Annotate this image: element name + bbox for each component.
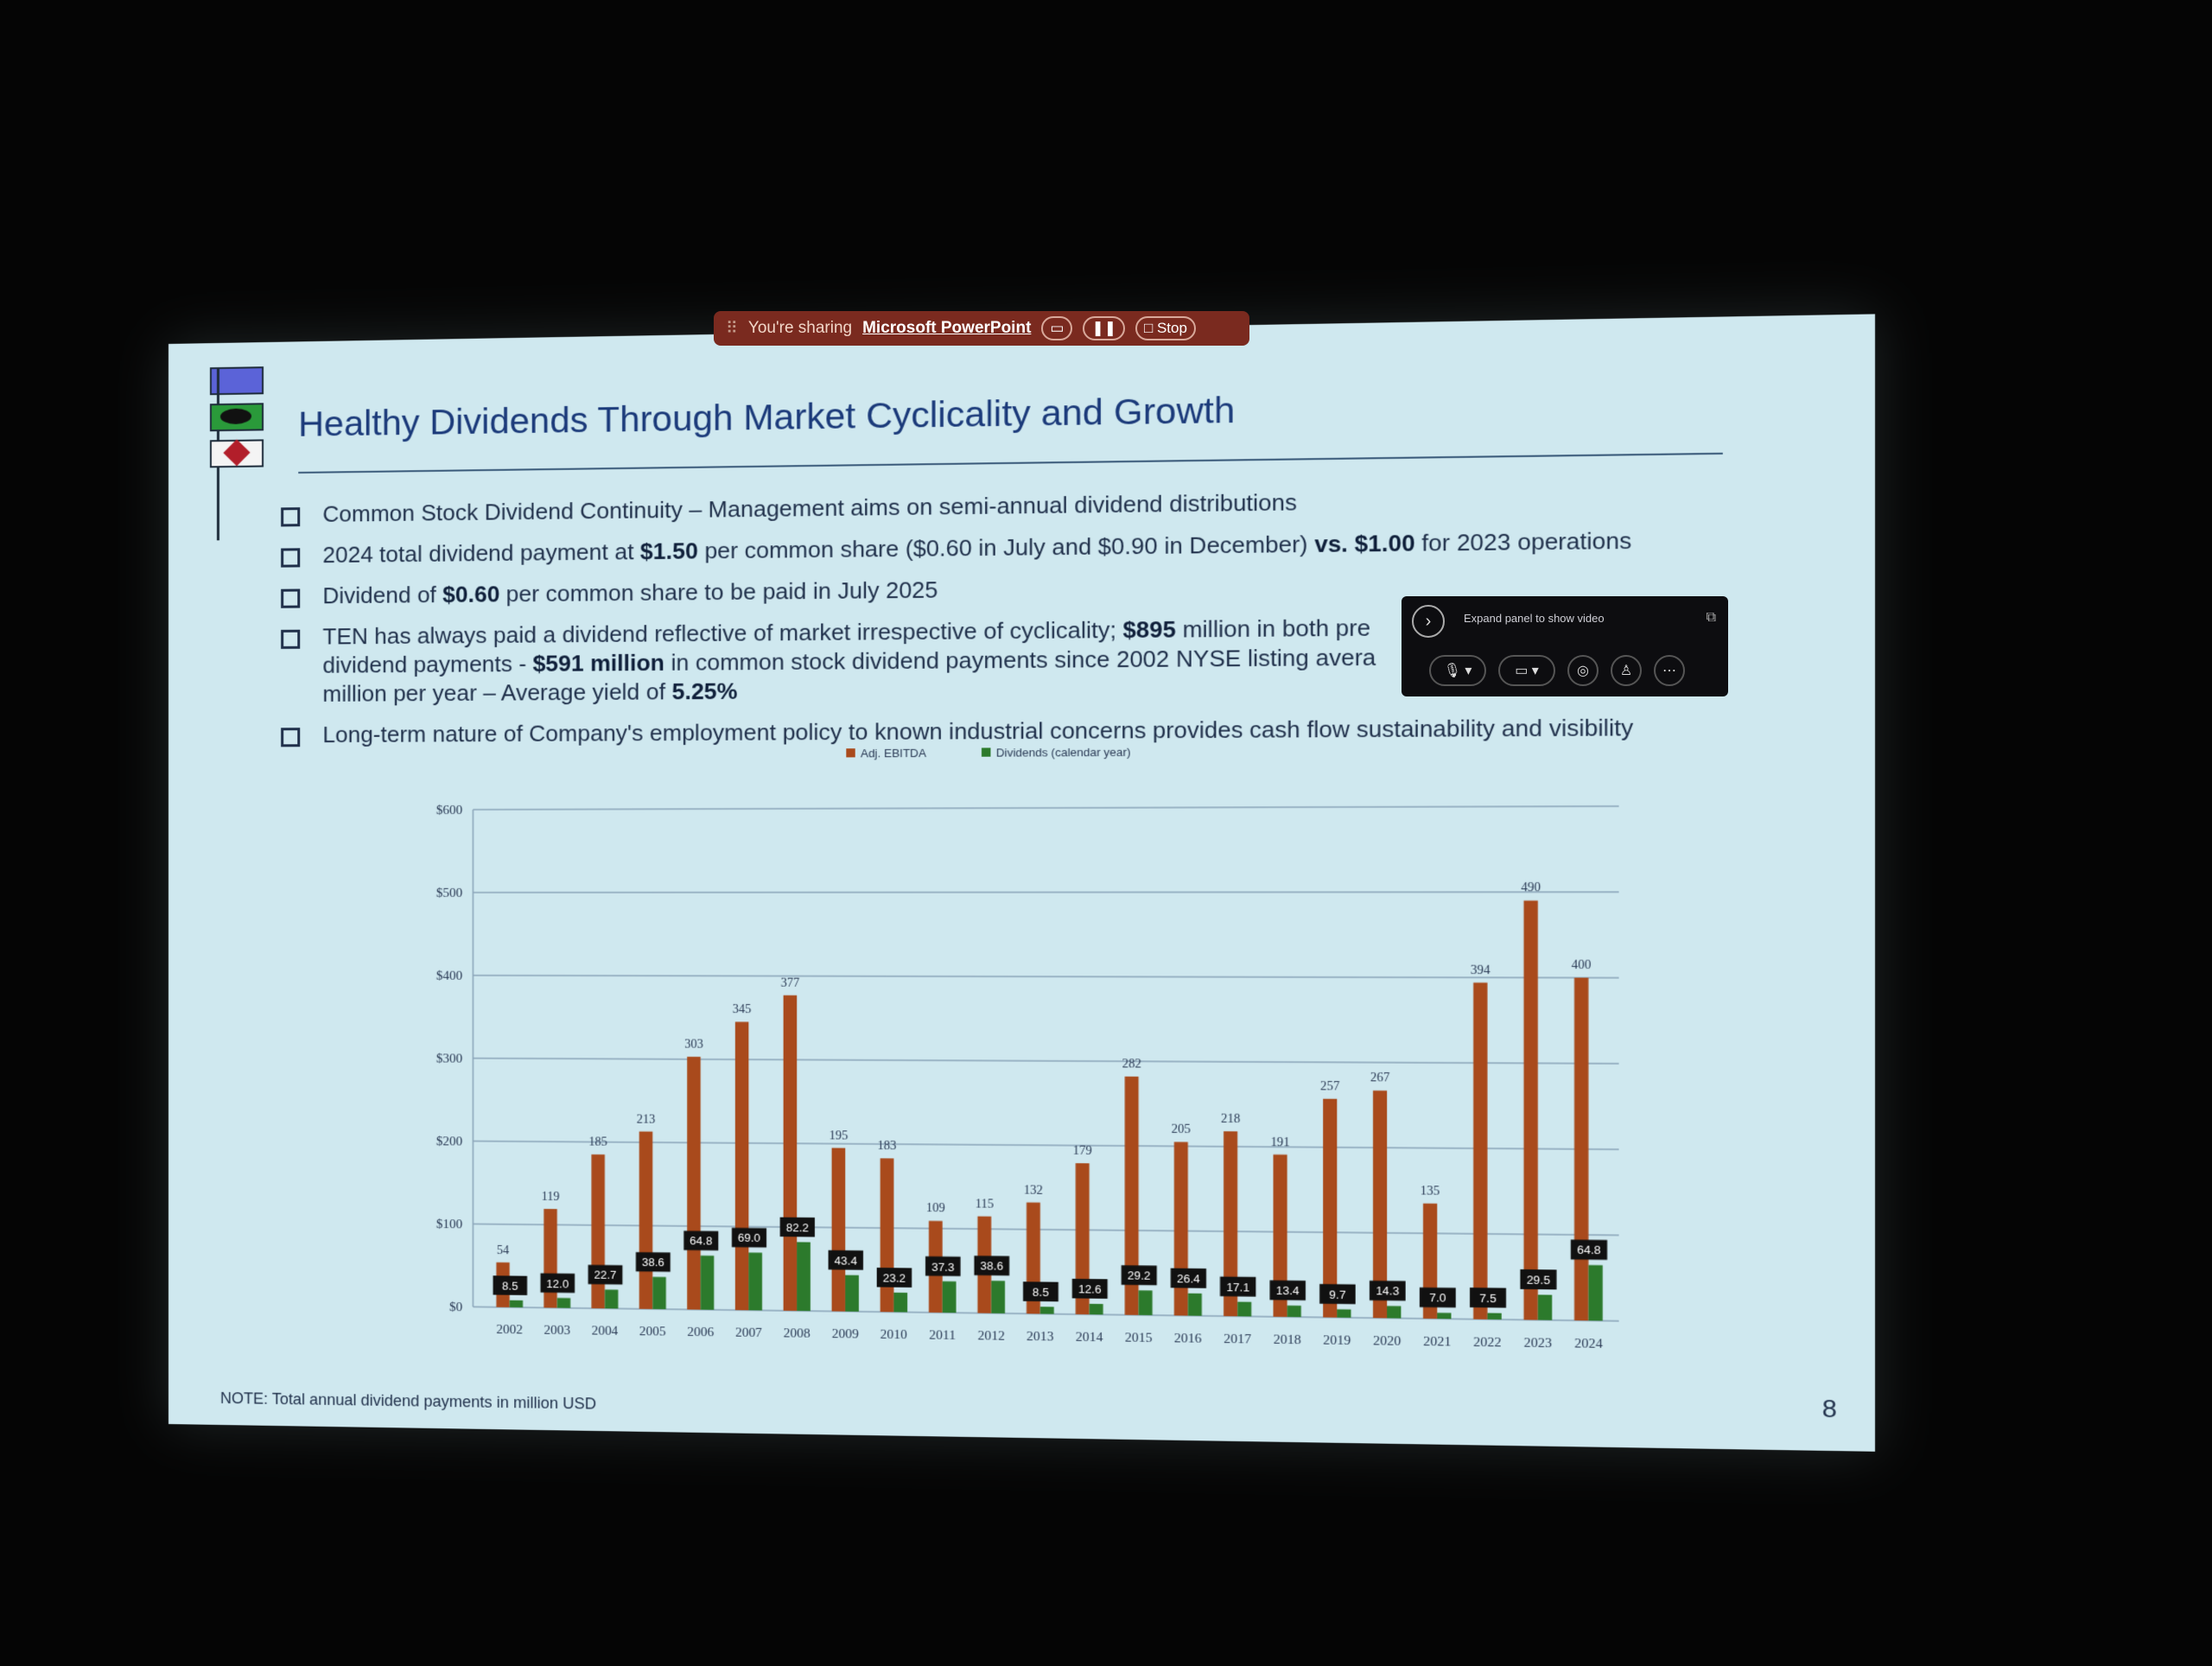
- gridline: [473, 892, 1618, 893]
- bullet-text: in common stock dividend payments since 2002 NYSE listing avera: [664, 644, 1376, 676]
- x-tick-label: 2024: [1574, 1336, 1603, 1352]
- dividend-bar: [557, 1298, 570, 1308]
- dividend-bar: [1337, 1309, 1351, 1318]
- flag-white-stripe: [210, 439, 264, 467]
- presentation-slide: [168, 314, 1875, 1451]
- dividend-bar: [1188, 1294, 1202, 1316]
- title-divider: [298, 453, 1723, 474]
- gridline: [473, 806, 1618, 810]
- dividend-bar: [991, 1281, 1005, 1313]
- pause-share-button[interactable]: [1083, 316, 1125, 340]
- dividend-data-label: 82.2: [785, 1220, 809, 1235]
- chart-container: [385, 734, 1637, 1384]
- ebitda-data-label: 54: [496, 1243, 510, 1257]
- bullet-text: for 2023 operations: [1414, 526, 1632, 556]
- ebitda-bar: [639, 1131, 653, 1309]
- ebitda-data-label: 179: [1072, 1144, 1092, 1159]
- x-tick-label: 2014: [1075, 1330, 1103, 1345]
- dividend-data-label: 38.6: [641, 1256, 664, 1269]
- ebitda-bar: [1473, 982, 1487, 1319]
- dividend-bar: [1237, 1302, 1251, 1317]
- bullet-text: Long-term nature of Company's employment policy to known industrial concerns provides cash flow sustainability and visibility: [322, 714, 1634, 748]
- bullet-emphasis: vs. $1.00: [1314, 529, 1415, 558]
- dividend-bar: [1437, 1313, 1451, 1319]
- ebitda-data-label: 394: [1470, 963, 1491, 977]
- x-tick-label: 2023: [1523, 1336, 1553, 1351]
- share-control-button[interactable]: [1041, 316, 1072, 340]
- dividend-data-label: 29.5: [1526, 1273, 1551, 1288]
- company-logo: [210, 366, 265, 476]
- dividend-bar: [1538, 1294, 1552, 1319]
- drag-handle-icon[interactable]: ⠿: [726, 319, 738, 338]
- bullet-emphasis: $895: [1122, 615, 1176, 644]
- share-screen-icon: ◎: [1577, 664, 1589, 678]
- ebitda-bar: [543, 1209, 556, 1308]
- dividend-data-label: 17.1: [1226, 1280, 1250, 1294]
- screen-share-bar: [714, 311, 1249, 346]
- x-tick-label: 2010: [880, 1327, 908, 1343]
- pause-icon: ❚❚: [1091, 320, 1116, 336]
- dividend-bar: [510, 1300, 523, 1307]
- dividend-bar: [1040, 1307, 1054, 1313]
- microphone-button[interactable]: [1429, 655, 1486, 686]
- ebitda-data-label: 119: [541, 1190, 560, 1205]
- ebitda-bar: [1523, 900, 1537, 1319]
- ebitda-bar: [832, 1148, 846, 1311]
- x-tick-label: 2006: [687, 1325, 715, 1340]
- dividend-bar: [943, 1281, 957, 1313]
- y-tick-label: $600: [435, 803, 463, 818]
- x-tick-label: 2005: [639, 1324, 666, 1339]
- ebitda-bar: [735, 1022, 749, 1311]
- x-tick-label: 2009: [831, 1326, 859, 1342]
- x-tick-label: 2011: [929, 1328, 957, 1344]
- ebitda-bar: [1174, 1142, 1188, 1316]
- flag-green-stripe: [210, 403, 264, 431]
- ebitda-data-label: 115: [975, 1198, 995, 1211]
- bullet-item: [281, 525, 1770, 570]
- dividend-data-label: 64.8: [690, 1234, 713, 1249]
- ebitda-bar: [687, 1057, 701, 1310]
- dividend-bar: [797, 1242, 810, 1311]
- dividend-data-label: 29.2: [1127, 1269, 1151, 1283]
- dividend-bar: [1139, 1290, 1153, 1315]
- meeting-mini-panel: [1402, 596, 1728, 696]
- footnote: NOTE: Total annual dividend payments in million USD: [219, 1389, 597, 1413]
- x-tick-label: 2018: [1273, 1332, 1301, 1348]
- dividend-bar: [845, 1275, 859, 1312]
- y-tick-label: $100: [435, 1217, 463, 1232]
- legend-label: Dividends (calendar year): [995, 745, 1131, 760]
- bullet-text: per common share to be paid in July 2025: [499, 576, 938, 607]
- ebitda-data-label: 377: [780, 976, 800, 990]
- dividend-data-label: 7.0: [1429, 1291, 1446, 1305]
- ebitda-data-label: 345: [732, 1003, 752, 1017]
- dividend-data-label: 43.4: [834, 1253, 857, 1268]
- dividend-bar: [748, 1253, 762, 1311]
- dividend-data-label: 12.6: [1077, 1282, 1102, 1296]
- bullet-text: per common share ($0.60 in July and $0.90 in December): [697, 531, 1315, 564]
- dividend-bar: [1487, 1313, 1501, 1319]
- ebitda-data-label: 267: [1370, 1071, 1390, 1085]
- ebitda-data-label: 195: [829, 1129, 849, 1143]
- x-tick-label: 2012: [977, 1329, 1005, 1344]
- ebitda-data-label: 185: [588, 1135, 607, 1150]
- gridline: [473, 1059, 1618, 1064]
- dividend-bar: [701, 1256, 715, 1310]
- bullet-text: million per year – Average yield of: [322, 677, 672, 707]
- ebitda-data-label: 282: [1122, 1058, 1141, 1071]
- dividend-data-label: 23.2: [882, 1271, 906, 1285]
- more-options-button[interactable]: [1654, 655, 1685, 686]
- x-tick-label: 2007: [734, 1326, 762, 1341]
- dividend-data-label: 37.3: [931, 1260, 955, 1274]
- ebitda-data-label: 183: [877, 1139, 897, 1154]
- x-tick-label: 2017: [1224, 1332, 1252, 1347]
- x-tick-label: 2003: [543, 1323, 571, 1339]
- dividend-data-label: 26.4: [1176, 1271, 1200, 1286]
- bullet-item: [281, 482, 1770, 530]
- ebitda-data-label: 400: [1571, 958, 1592, 973]
- bullet-text: 2024 total dividend payment at: [322, 537, 640, 569]
- ebitda-bar: [784, 995, 798, 1311]
- sharing-label: You're sharing: [747, 319, 853, 337]
- legend-label: Adj. EBITDA: [860, 746, 926, 760]
- ebitda-bar: [591, 1154, 604, 1308]
- x-tick-label: 2008: [783, 1326, 810, 1341]
- popout-icon[interactable]: ⧉: [1706, 610, 1716, 625]
- dividend-data-label: 69.0: [737, 1230, 761, 1245]
- dividend-data-label: 64.8: [1577, 1243, 1601, 1257]
- x-tick-label: 2019: [1323, 1333, 1351, 1349]
- dividend-data-label: 38.6: [980, 1259, 1004, 1274]
- expand-panel-hint: Expand panel to show video: [1464, 612, 1605, 625]
- stop-icon: □: [1143, 320, 1157, 336]
- bullet-text: dividend payments -: [322, 650, 533, 678]
- camera-icon: ▭ ▾: [1515, 664, 1539, 678]
- dividend-data-label: 22.7: [594, 1268, 617, 1282]
- ebitda-data-label: 109: [925, 1202, 945, 1216]
- dividend-bar: [1090, 1304, 1103, 1315]
- bullet-emphasis: 5.25%: [671, 677, 738, 705]
- legend-swatch: [846, 748, 855, 757]
- dividend-data-label: 14.3: [1376, 1284, 1400, 1299]
- dividend-data-label: 9.7: [1329, 1288, 1346, 1301]
- ebitda-data-label: 213: [636, 1113, 656, 1127]
- x-tick-label: 2016: [1173, 1331, 1202, 1346]
- stop-label: Stop: [1156, 320, 1187, 336]
- bullet-text: Common Stock Dividend Continuity – Management aims on semi-annual dividend distributions: [322, 488, 1298, 527]
- ebitda-dividends-bar-chart: [385, 734, 1637, 1384]
- microphone-icon: 🎙︎ ▾: [1443, 664, 1472, 678]
- ebitda-data-label: 257: [1320, 1079, 1340, 1094]
- y-tick-label: $300: [435, 1052, 463, 1066]
- bullet-text: TEN has always paid a dividend reflective of market irrespective of cyclicality;: [322, 616, 1123, 650]
- ebitda-data-label: 490: [1521, 881, 1541, 895]
- dividend-data-label: 12.0: [546, 1276, 569, 1291]
- dividend-data-label: 8.5: [1032, 1285, 1049, 1300]
- chevron-right-icon: ›: [1425, 611, 1432, 631]
- y-tick-label: $200: [435, 1135, 463, 1149]
- share-screen-button[interactable]: [1567, 655, 1599, 686]
- ebitda-bar: [880, 1158, 894, 1312]
- ebitda-data-label: 218: [1220, 1112, 1241, 1127]
- dividend-data-label: 13.4: [1275, 1283, 1300, 1298]
- more-icon: ⋯: [1662, 664, 1676, 678]
- ebitda-data-label: 205: [1171, 1122, 1191, 1137]
- bullet-emphasis: $591 million: [532, 649, 665, 677]
- dividend-bar: [1387, 1306, 1401, 1318]
- ebitda-data-label: 303: [684, 1038, 703, 1052]
- ebitda-data-label: 191: [1270, 1135, 1290, 1150]
- expand-panel-button[interactable]: [1412, 605, 1445, 638]
- slide-number: 8: [1821, 1394, 1837, 1423]
- dividend-bar: [1588, 1265, 1602, 1320]
- slide-title: Healthy Dividends Through Market Cyclicality and Growth: [298, 389, 1236, 444]
- y-tick-label: $0: [449, 1300, 463, 1315]
- bullet-text: Dividend of: [322, 581, 443, 609]
- x-tick-label: 2002: [496, 1322, 524, 1338]
- monitor-icon: ▭: [1050, 320, 1065, 336]
- shared-app-name: Microsoft PowerPoint: [862, 319, 1032, 337]
- dividend-bar: [652, 1277, 666, 1309]
- dividend-bar: [1287, 1306, 1301, 1317]
- participants-button[interactable]: [1611, 655, 1642, 686]
- bullet-emphasis: $0.60: [442, 581, 500, 608]
- y-tick-label: $500: [435, 886, 463, 900]
- legend-swatch: [982, 747, 990, 756]
- person-icon: ♙: [1619, 664, 1633, 678]
- dividend-data-label: 7.5: [1479, 1291, 1497, 1306]
- y-tick-label: $400: [435, 969, 463, 983]
- x-tick-label: 2022: [1473, 1335, 1502, 1351]
- stop-share-button[interactable]: [1135, 316, 1196, 340]
- dividend-data-label: 8.5: [502, 1279, 518, 1293]
- x-tick-label: 2020: [1373, 1333, 1402, 1349]
- ebitda-data-label: 132: [1023, 1183, 1043, 1198]
- ebitda-data-label: 135: [1420, 1184, 1440, 1199]
- bullet-emphasis: $1.50: [639, 537, 698, 565]
- x-tick-label: 2013: [1027, 1329, 1054, 1345]
- x-tick-label: 2004: [591, 1324, 619, 1339]
- bullet-text: million in both pre: [1175, 614, 1371, 643]
- gridline: [473, 976, 1618, 978]
- camera-button[interactable]: [1498, 655, 1555, 686]
- dividend-bar: [605, 1289, 618, 1308]
- x-tick-label: 2015: [1124, 1331, 1153, 1346]
- x-tick-label: 2021: [1423, 1334, 1452, 1350]
- dividend-bar: [893, 1293, 907, 1313]
- ebitda-bar: [1574, 977, 1588, 1320]
